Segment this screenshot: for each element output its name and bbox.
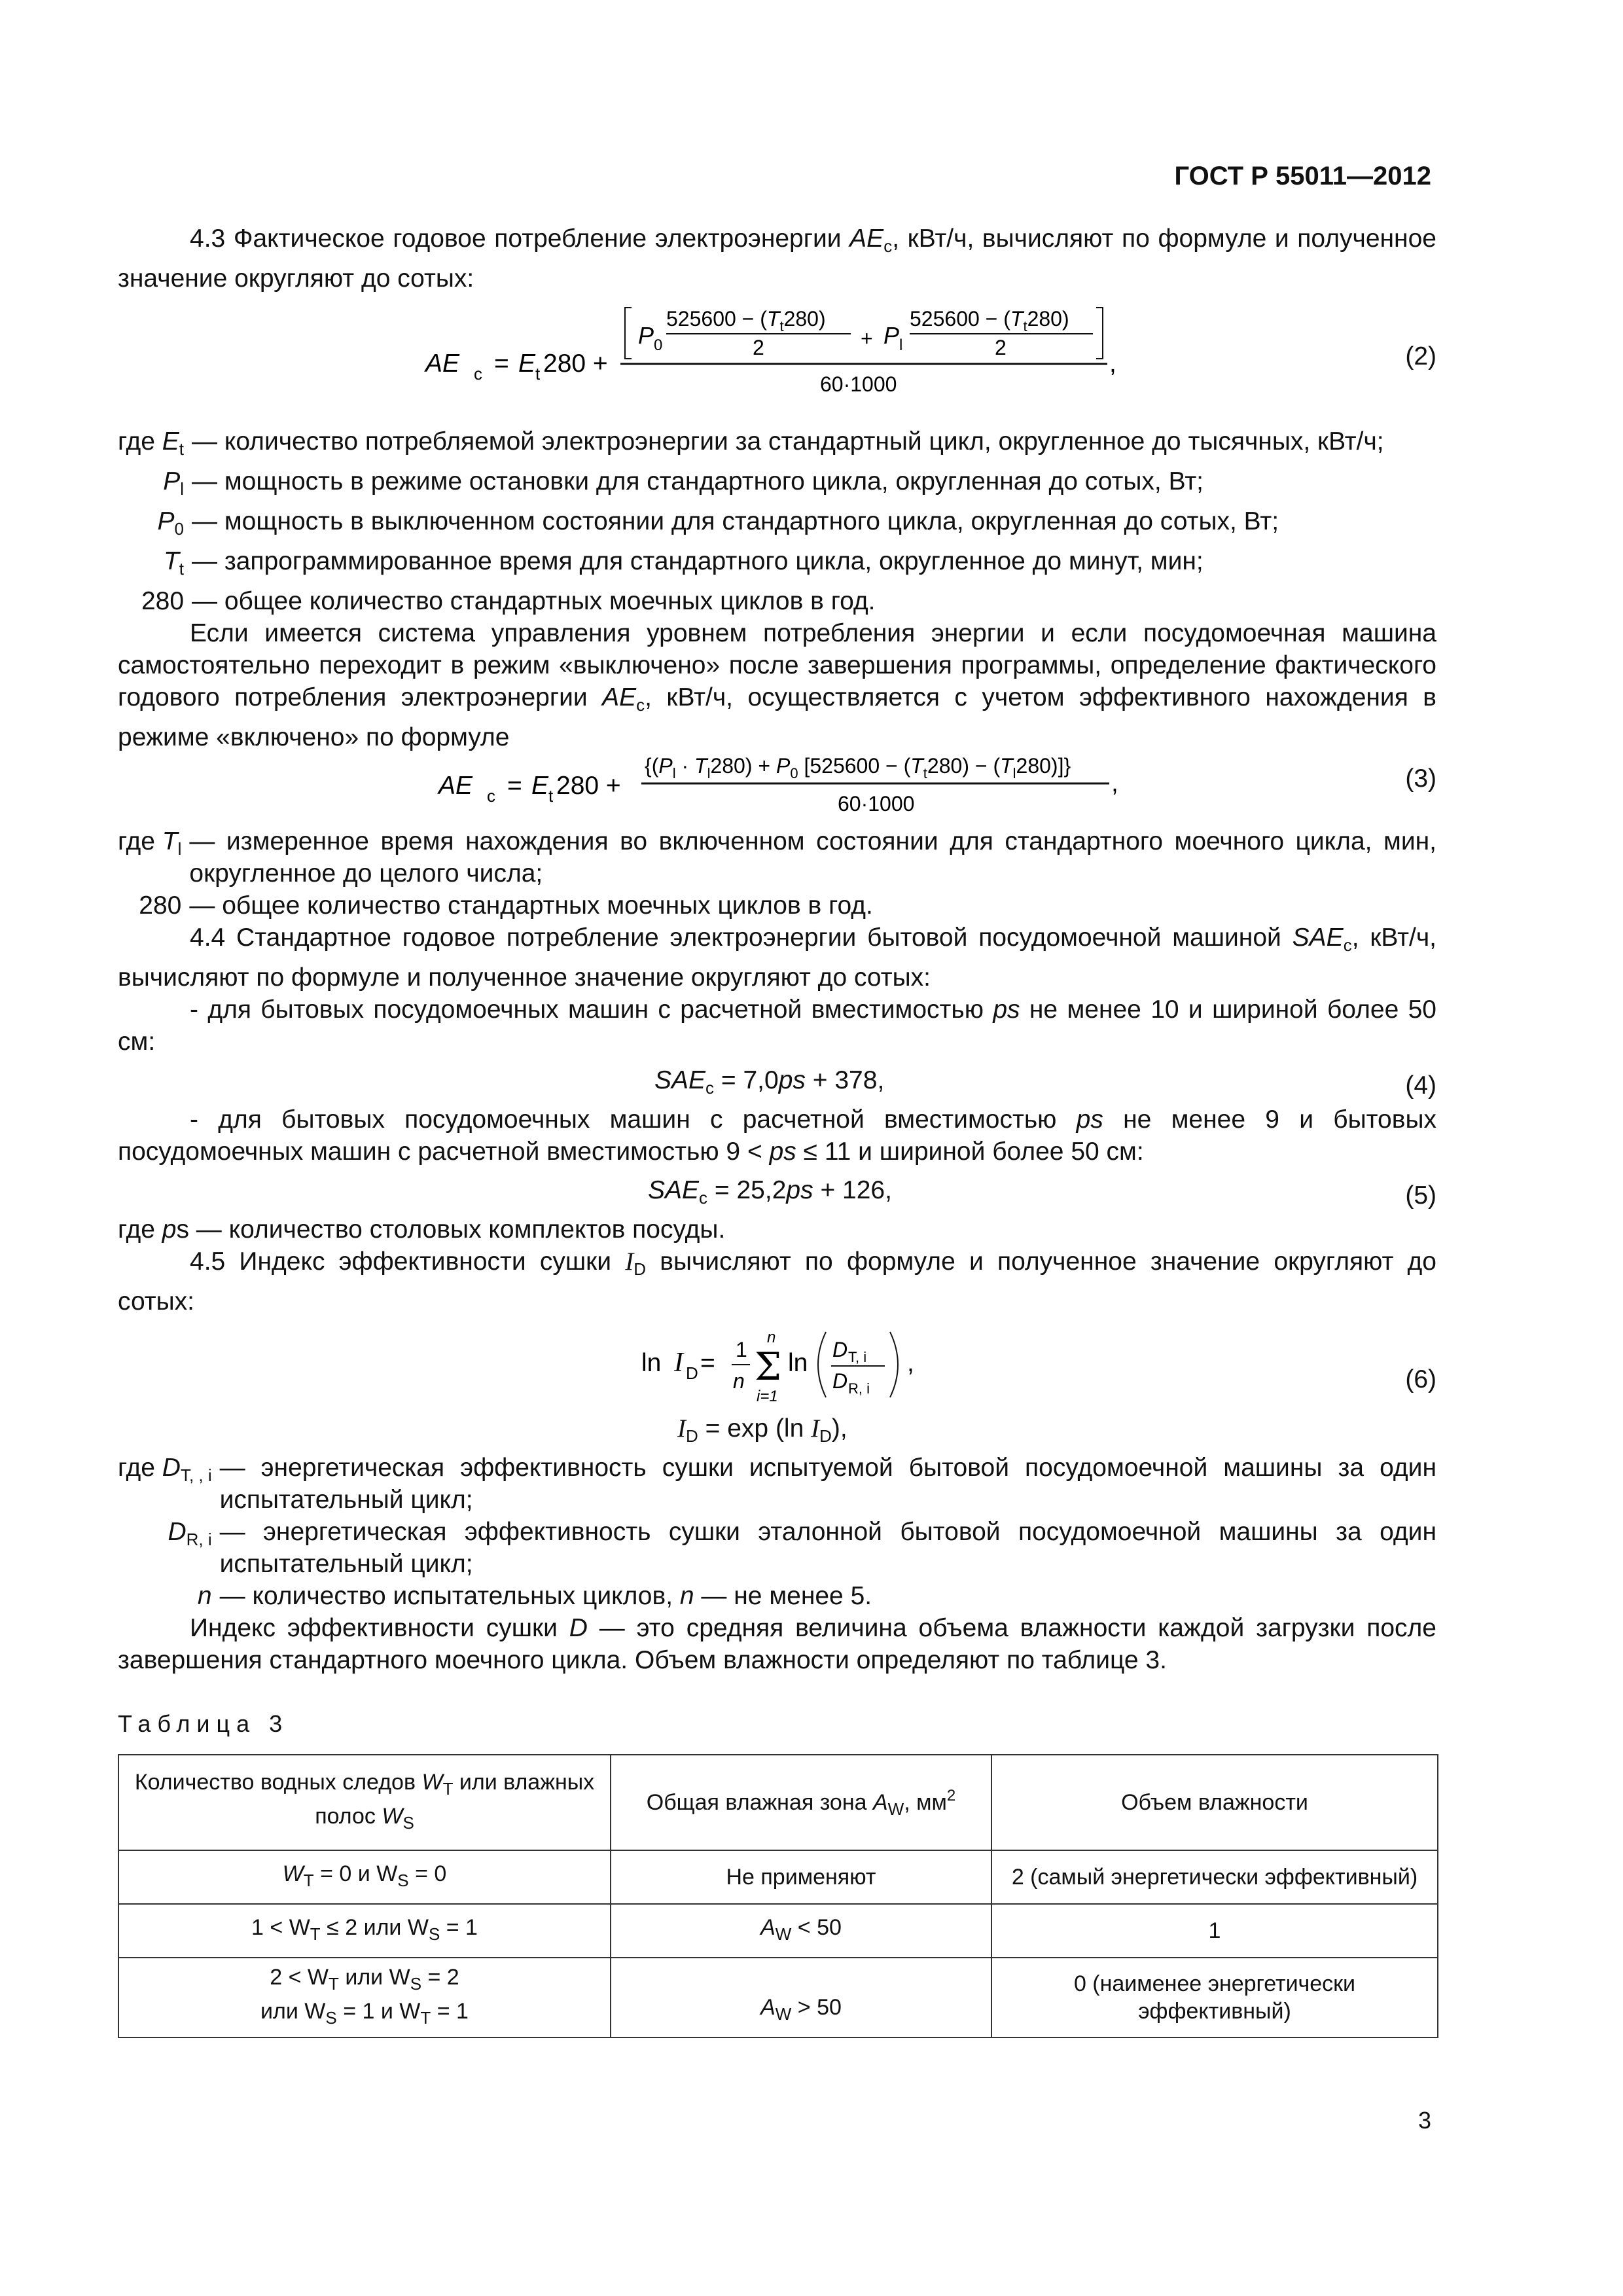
table-3 [118, 1754, 1438, 2038]
f3-lhs: AE [438, 772, 473, 800]
row-1-col-2: Не применяют [611, 1850, 991, 1904]
table-row [118, 1850, 1438, 1904]
where-list-6 [118, 1452, 1436, 1612]
f2-p0-sub: 0 [654, 336, 663, 354]
f2-lhs: AE [425, 350, 460, 378]
table-row [118, 1904, 1438, 1958]
f6-comma: , [907, 1349, 914, 1377]
page-number: 3 [1418, 2107, 1431, 2134]
where-280-desc: — общее количество стандартных моечных циклов в год. [192, 587, 876, 615]
f2-e-sub: t [535, 364, 541, 384]
formula-5-body: $SAE_c = 25,2ps + 126$, [648, 1176, 892, 1208]
f3-den: 60·1000 [838, 792, 915, 816]
f6-i: I [674, 1348, 683, 1378]
row-2-col-3: 1 [991, 1904, 1438, 1958]
bullet-2: - для бытовых посудомоечных машин с расчетной вместимостью ps не менее 9 и бытовых посудомоечных машин с расчетной вместимостью 9 < ps ≤ 11 и шириной более 50 см: [118, 1105, 1436, 1166]
formula-4-body: $SAE_c = 7,0ps + 378$, [654, 1066, 885, 1098]
f2-eq: = [494, 350, 509, 378]
where-n-desc: — количество испытательных циклов, n — не менее 5. [219, 1582, 872, 1610]
f2-p0: P [638, 322, 654, 349]
f6-sum: Σ [755, 1344, 782, 1389]
f2-pl-sub: l [899, 336, 903, 354]
f3-e: E [531, 772, 549, 800]
f2-e: E [518, 350, 536, 378]
f2-pl: P [883, 322, 900, 349]
where-et-desc: — количество потребляемой электроэнергии за стандартный цикл, округленное до тысячных, кВт/ч; [192, 427, 1384, 456]
formula-3 [118, 753, 1436, 825]
doc-code-header: ГОСТ Р 55011—2012 [1174, 162, 1431, 190]
row-2-col-2: $A_W < 50$ [611, 1904, 991, 1958]
bullet-1: - для бытовых посудомоечных машин с расчетной вместимостью ps не менее 10 и шириной более 50 см: [118, 996, 1436, 1056]
f2-plus: + [861, 327, 873, 350]
f6-dr: D [832, 1369, 848, 1393]
f2-lhs-sub: c [474, 364, 482, 384]
row-3-col-1: $2 < W_T$ или $W_S = 2$ или $W_S = 1$ и $W_T = 1$ [118, 1958, 611, 2037]
f2-frac1-den: 2 [753, 336, 764, 359]
f2-bracket-right [1096, 308, 1103, 359]
f6-dt-sub: T, i [848, 1349, 867, 1365]
f2-frac1-num: $525600 - (T_t280)$ [666, 307, 826, 334]
f6-n: n [733, 1369, 745, 1393]
f6-dr-sub: R, i [848, 1380, 870, 1397]
formula-6b [118, 1412, 1436, 1452]
formula-6 [118, 1318, 1436, 1412]
row-1-col-3: 2 (самый энергетически эффективный) [991, 1850, 1438, 1904]
where-dr-desc: — энергетическая эффективность сушки эталонной бытовой посудомоечной машины за один испытательный цикл; [219, 1518, 1436, 1578]
para-drying-index: Индекс эффективности сушки D — это средняя величина объема влажности каждой загрузки после завершения стандартного моечного цикла. Объем влажности определяют по таблице 3. [118, 1614, 1436, 1674]
row-3-col-2: $A_W > 50$ [611, 1958, 991, 2037]
eq-number-3: (3) [1405, 764, 1436, 793]
table-row [118, 1958, 1438, 2037]
f2-bracket-left [625, 308, 632, 359]
where-dr-symbol: $D_{R, i}$ [168, 1518, 212, 1549]
header-col-3: Объем влажности [991, 1755, 1438, 1850]
row-2-col-1: $1 < W_T \le 2$ или $W_S = 1$ [118, 1904, 611, 1958]
where-280-symbol: 280 [141, 587, 185, 615]
f6-ln: ln [641, 1349, 662, 1377]
row-3-col-3: 0 (наименее энергетически эффективный) [991, 1958, 1438, 2037]
where3-280-desc: — общее количество стандартных моечных циклов в год. [189, 891, 873, 920]
f6-one: 1 [736, 1338, 747, 1361]
formula-2 [118, 295, 1436, 425]
eq-number-6: (6) [1405, 1365, 1436, 1393]
f3-eq: = [507, 772, 522, 800]
f2-frac2-den: 2 [995, 336, 1007, 359]
f2-comma: , [1109, 350, 1116, 378]
where-pl-symbol: $P_l$ [163, 467, 185, 499]
f2-frac2-num: $525600 - (T_t280)$ [910, 307, 1069, 334]
f6-top-n: n [767, 1329, 776, 1346]
where-list-3 [118, 825, 1436, 922]
where-tt-symbol: $T_t$ [163, 547, 185, 579]
where-dt-desc: — энергетическая эффективность сушки испытуемой бытовой посудомоечной машины за один испытательный цикл; [219, 1454, 1436, 1514]
eq-number-4: (4) [1405, 1071, 1436, 1100]
f3-280: 280 + [556, 772, 621, 800]
header-col-1: Количество водных следов $W_T$ или влажных полос $W_S$ [118, 1755, 611, 1850]
f6-i-sub: D [686, 1363, 698, 1383]
where-n-symbol: n [197, 1582, 212, 1610]
where-p0-symbol: $P_0$ [157, 507, 185, 539]
f6-ln2: ln [788, 1349, 808, 1377]
where-p0-desc: — мощность в выключенном состоянии для стандартного цикла, округленная до сотых, Вт; [192, 507, 1279, 535]
formula-2-svg [118, 295, 1436, 425]
f3-num: {$(P_l \cdot T_l280) + P_0$ $[525600 - (T_t280) - (T_l280)]$} [645, 754, 1071, 781]
table-header-row [118, 1755, 1438, 1850]
header-col-2: Общая влажная зона $A_W$, $мм^2$ [611, 1755, 991, 1850]
formula-6b-body: $I_D = \exp (\ln$ $I_D$), [677, 1414, 847, 1446]
where-tt-desc: — запрограммированное время для стандартного цикла, округленное до минут, мин; [192, 547, 1204, 575]
where-list-2 [118, 425, 1436, 617]
where-ps: где ps — количество столовых комплектов посуды. [118, 1215, 726, 1244]
f2-den: 60·1000 [820, 372, 897, 396]
f3-comma: , [1111, 769, 1118, 797]
row-1-col-1: $W_T = 0$ и $W_S = 0$ [118, 1850, 611, 1904]
f3-lhs-sub: c [487, 786, 495, 806]
section-4-3-intro: 4.3 Фактическое годовое потребление электроэнергии $AE_c$, кВт/ч, вычисляют по формуле и полученное значение округляют до сотых: [118, 224, 1436, 293]
where-tl-desc: — измеренное время нахождения во включенном состоянии для стандартного моечного цикла, мин, округленное до целого числа; [189, 827, 1436, 888]
f6-bot: i=1 [757, 1388, 778, 1405]
para-energy-control: Если имеется система управления уровнем потребления энергии и если посудомоечная машина самостоятельно переходит в режим «выключено» после завершения программы, определение фактического годового потребления электроэнергии $AE_c$, кВт/ч, осуществляется с учетом эффективного нахождения в режиме «включено» по формуле [118, 619, 1436, 751]
formula-4 [118, 1058, 1436, 1103]
table-3-caption: Таблица 3 [118, 1710, 289, 1737]
f6-eq: = [700, 1349, 715, 1377]
formula-6-svg [118, 1318, 1436, 1412]
f2-280: 280 + [543, 350, 608, 378]
eq-number-2: (2) [1405, 342, 1436, 370]
f6-paren-left [818, 1332, 826, 1397]
where-pl-desc: — мощность в режиме остановки для стандартного цикла, округленная до сотых, Вт; [192, 467, 1204, 495]
f6-dt: D [832, 1338, 848, 1361]
section-4-4-intro: 4.4 Стандартное годовое потребление электроэнергии бытовой посудомоечной машиной $SAE_c$, кВт/ч, вычисляют по формуле и полученное значение округляют до сотых: [118, 924, 1436, 992]
where3-280-symbol: 280 [139, 891, 182, 920]
f6-paren-right [890, 1332, 898, 1397]
where-et-symbol: где $E_t$ [118, 427, 185, 459]
formula-3-svg [118, 753, 1436, 825]
f3-e-sub: t [548, 786, 554, 806]
where-tl-symbol: где $T_l$ [118, 827, 182, 859]
formula-5 [118, 1168, 1436, 1213]
where-dt-symbol: где $D_{T, , i}$ [118, 1454, 212, 1485]
section-4-5-intro: 4.5 Индекс эффективности сушки $I_D$ вычисляют по формуле и полученное значение округляют до сотых: [118, 1247, 1436, 1316]
page-content [118, 223, 1436, 2038]
eq-number-5: (5) [1405, 1181, 1436, 1210]
